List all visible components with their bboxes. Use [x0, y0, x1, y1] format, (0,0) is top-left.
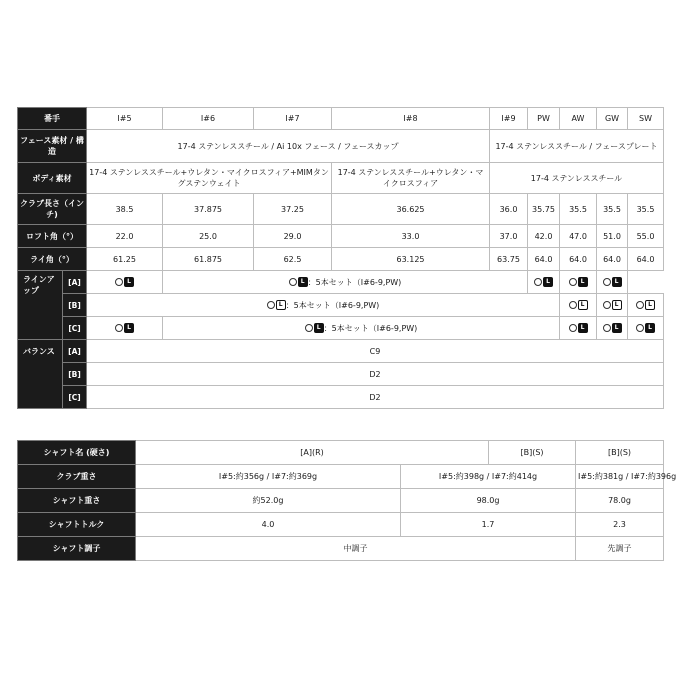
length-cell: 37.25: [254, 194, 332, 225]
club-length-row: [18, 194, 664, 225]
loft-row: [18, 225, 664, 248]
loft-cell: 25.0: [163, 225, 254, 248]
shaft-torque-cell: 2.3: [576, 513, 664, 537]
club-weight-cell: I#5:約398g / I#7:約414g: [401, 465, 576, 489]
shaft-weight-cell: 約52.0g: [136, 489, 401, 513]
length-cell: 35.5: [628, 194, 664, 225]
club-cell: I#6: [163, 108, 254, 130]
shaft-weight-row: [18, 489, 664, 513]
l-badge-outline-icon: L: [276, 300, 286, 310]
l-badge-outline-icon: L: [578, 300, 588, 310]
length-cell: 36.0: [490, 194, 528, 225]
body-material-cell: 17-4 ステンレススチール+ウレタン・マイクロスフィア+MIMタングステンウェイト: [87, 163, 332, 194]
shaft-name-row: [18, 441, 664, 465]
balance-row-b: [18, 363, 664, 386]
lineup-header: ラインアップ: [18, 271, 63, 340]
length-cell: 37.875: [163, 194, 254, 225]
lineup-row-a: [18, 271, 664, 294]
lie-row: [18, 248, 664, 271]
lineup-mark-cell: [560, 294, 597, 317]
lie-cell: 64.0: [528, 248, 560, 271]
variant-label: [B]: [63, 363, 87, 386]
length-cell: 36.625: [332, 194, 490, 225]
body-material-cell: 17-4 ステンレススチール: [490, 163, 664, 194]
lineup-mark-cell: [87, 271, 163, 294]
lineup-mark-cell: [528, 271, 560, 294]
club-cell: I#7: [254, 108, 332, 130]
length-cell: 35.5: [597, 194, 628, 225]
lie-header: ライ角（°）: [18, 248, 87, 271]
lineup-mark-cell: [560, 317, 597, 340]
shaft-torque-cell: 4.0: [136, 513, 401, 537]
loft-cell: 33.0: [332, 225, 490, 248]
club-weight-cell: I#5:約381g / I#7:約396g: [576, 465, 664, 489]
l-badge-outline-icon: L: [612, 300, 622, 310]
set-text: ：5本セット（I#6-9,PW): [307, 277, 402, 287]
lineup-mark-cell: [628, 317, 664, 340]
variant-label: [B]: [63, 294, 87, 317]
shaft-torque-cell: 1.7: [401, 513, 576, 537]
lineup-row-b: [18, 294, 664, 317]
body-material-cell: 17-4 ステンレススチール+ウレタン・マイクロスフィア: [332, 163, 490, 194]
balance-cell: D2: [87, 386, 664, 409]
shaft-kick-header: シャフト調子: [18, 537, 136, 561]
loft-cell: 55.0: [628, 225, 664, 248]
club-number-row: [18, 108, 664, 130]
club-cell: I#9: [490, 108, 528, 130]
club-cell: GW: [597, 108, 628, 130]
body-material-header: ボディ素材: [18, 163, 87, 194]
l-badge-icon: L: [314, 323, 324, 333]
lie-cell: 64.0: [628, 248, 664, 271]
club-cell: AW: [560, 108, 597, 130]
shaft-name-cell: [B](S): [489, 441, 576, 465]
face-material-cell: 17-4 ステンレススチール / Ai 10x フェース / フェースカップ: [87, 130, 490, 163]
balance-cell: C9: [87, 340, 664, 363]
l-badge-icon: L: [298, 277, 308, 287]
lineup-mark-cell: [597, 271, 628, 294]
balance-header: バランス: [18, 340, 63, 409]
l-badge-icon: L: [578, 323, 588, 333]
lineup-mark-cell: [597, 294, 628, 317]
variant-label: [C]: [63, 317, 87, 340]
length-cell: 38.5: [87, 194, 163, 225]
set-text: ：5本セット（I#6-9,PW): [323, 323, 418, 333]
lineup-mark-cell: [560, 271, 597, 294]
shaft-table: [17, 440, 677, 561]
circle-icon: [636, 324, 644, 332]
shaft-kick-cell: 先調子: [576, 537, 664, 561]
l-badge-icon: L: [543, 277, 553, 287]
club-cell: I#5: [87, 108, 163, 130]
l-badge-icon: L: [124, 277, 134, 287]
lie-cell: 61.25: [87, 248, 163, 271]
l-badge-outline-icon: L: [645, 300, 655, 310]
loft-header: ロフト角（°）: [18, 225, 87, 248]
spec-table: [17, 107, 664, 409]
face-material-header: フェース素材 / 構造: [18, 130, 87, 163]
circle-icon: [289, 278, 297, 286]
club-cell: SW: [628, 108, 664, 130]
set-text: ：5本セット（I#6-9,PW): [285, 300, 380, 310]
body-material-row: [18, 163, 664, 194]
circle-icon: [115, 278, 123, 286]
loft-cell: 47.0: [560, 225, 597, 248]
lineup-mark-cell: [87, 317, 163, 340]
lie-cell: 63.75: [490, 248, 528, 271]
l-badge-icon: L: [124, 323, 134, 333]
club-length-header: クラブ長さ（インチ): [18, 194, 87, 225]
club-cell: PW: [528, 108, 560, 130]
l-badge-icon: L: [578, 277, 588, 287]
l-badge-icon: L: [612, 323, 622, 333]
loft-cell: 29.0: [254, 225, 332, 248]
lineup-set-cell: [87, 294, 560, 317]
face-material-cell: 17-4 ステンレススチール / フェースプレート: [490, 130, 664, 163]
club-cell: I#8: [332, 108, 490, 130]
club-weight-row: [18, 465, 664, 489]
shaft-weight-cell: 98.0g: [401, 489, 576, 513]
loft-cell: 51.0: [597, 225, 628, 248]
shaft-torque-header: シャフトトルク: [18, 513, 136, 537]
shaft-name-header: シャフト名 (硬さ): [18, 441, 136, 465]
shaft-name-cell: [A](R): [136, 441, 489, 465]
balance-row-c: [18, 386, 664, 409]
club-weight-header: クラブ重さ: [18, 465, 136, 489]
lineup-mark-cell: [628, 294, 664, 317]
length-cell: 35.75: [528, 194, 560, 225]
circle-icon: [636, 301, 644, 309]
shaft-kick-cell: 中調子: [136, 537, 576, 561]
variant-label: [C]: [63, 386, 87, 409]
balance-row-a: [18, 340, 664, 363]
shaft-name-cell: [B](S): [576, 441, 664, 465]
shaft-torque-row: [18, 513, 664, 537]
shaft-kick-row: [18, 537, 664, 561]
lie-cell: 64.0: [597, 248, 628, 271]
circle-icon: [534, 278, 542, 286]
lineup-mark-cell: [597, 317, 628, 340]
club-number-header: 番手: [18, 108, 87, 130]
variant-label: [A]: [63, 340, 87, 363]
circle-icon: [603, 278, 611, 286]
lie-cell: 61.875: [163, 248, 254, 271]
loft-cell: 42.0: [528, 225, 560, 248]
variant-label: [A]: [63, 271, 87, 294]
loft-cell: 22.0: [87, 225, 163, 248]
lineup-set-cell: [163, 271, 528, 294]
balance-cell: D2: [87, 363, 664, 386]
face-material-row: [18, 130, 664, 163]
lineup-set-cell: [163, 317, 560, 340]
length-cell: 35.5: [560, 194, 597, 225]
circle-icon: [569, 301, 577, 309]
circle-icon: [115, 324, 123, 332]
lineup-row-c: [18, 317, 664, 340]
circle-icon: [569, 278, 577, 286]
l-badge-icon: L: [612, 277, 622, 287]
lie-cell: 62.5: [254, 248, 332, 271]
circle-icon: [569, 324, 577, 332]
shaft-weight-header: シャフト重さ: [18, 489, 136, 513]
loft-cell: 37.0: [490, 225, 528, 248]
lie-cell: 63.125: [332, 248, 490, 271]
circle-icon: [267, 301, 275, 309]
circle-icon: [305, 324, 313, 332]
circle-icon: [603, 324, 611, 332]
l-badge-icon: L: [645, 323, 655, 333]
lie-cell: 64.0: [560, 248, 597, 271]
circle-icon: [603, 301, 611, 309]
shaft-weight-cell: 78.0g: [576, 489, 664, 513]
club-weight-cell: I#5:約356g / I#7:約369g: [136, 465, 401, 489]
